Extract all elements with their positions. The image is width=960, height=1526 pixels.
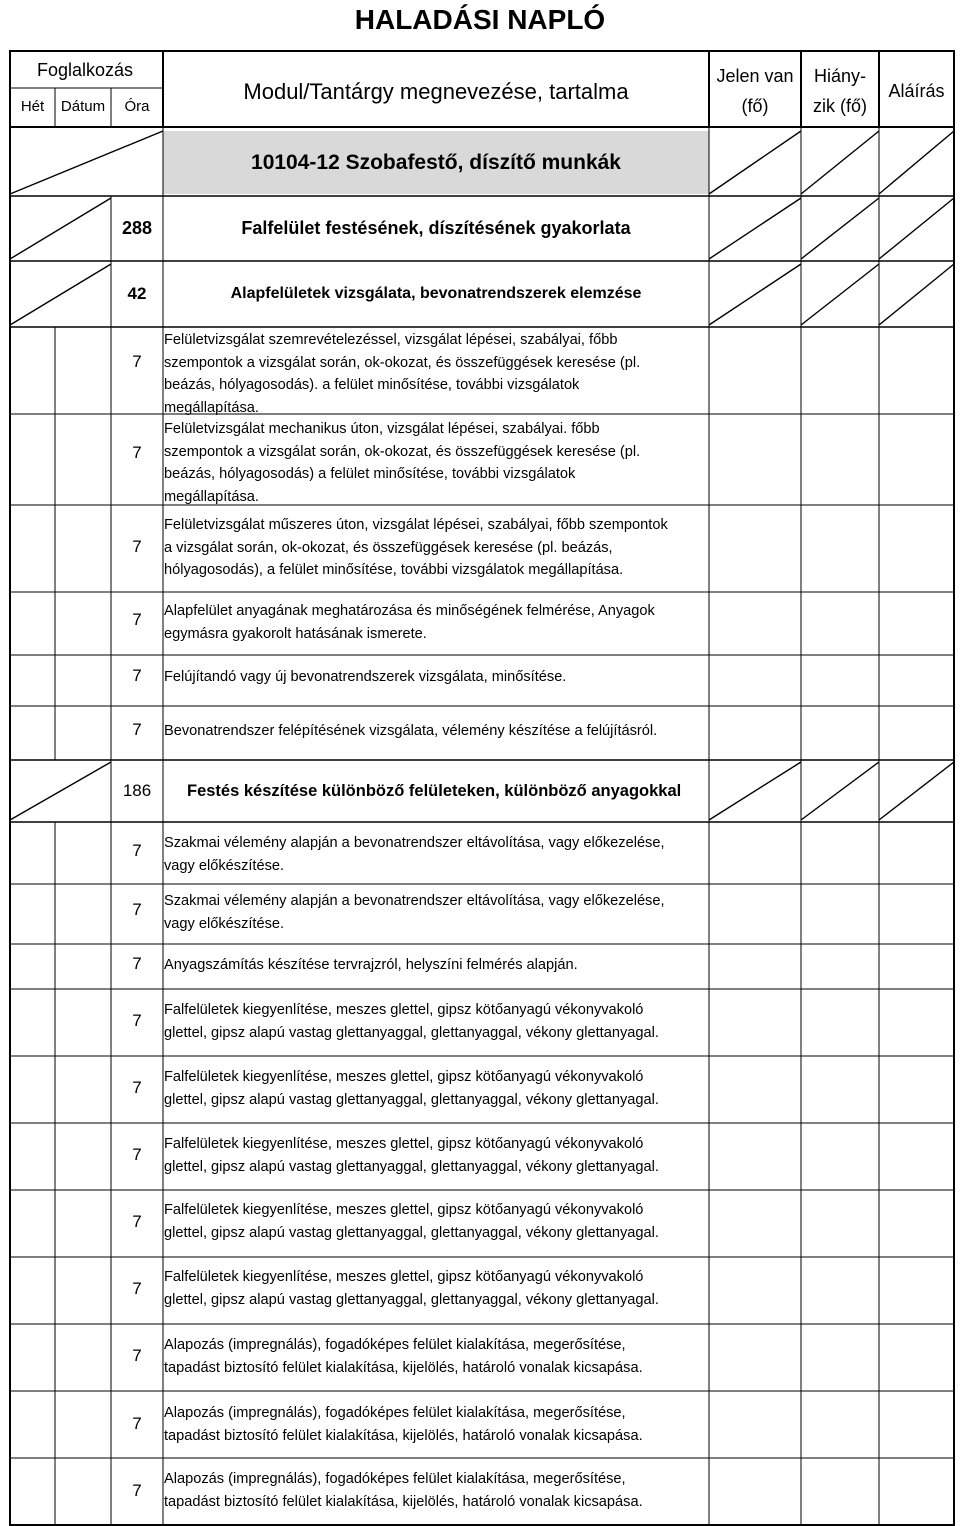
topic2-hours: 186 [122,781,152,800]
desc-line: beázás, hólyagosodás) a felület minősítése, további vizsgálatok [164,466,576,482]
row-hours: 7 [132,1078,142,1097]
row-hours: 7 [132,610,142,629]
row-hours: 7 [132,954,142,973]
topic1-title: Alapfelületek vizsgálata, bevonatrendszerek elemzése [230,285,642,302]
desc-line: beázás, hólyagosodás). a felület minősítése, további vizsgálatok [164,377,580,393]
row-hours: 7 [132,537,142,556]
desc-line: megállapítása. [164,399,259,416]
row-description [164,1468,709,1513]
row-description [164,954,709,977]
desc-line: Felületvizsgálat szemrevételezéssel, vizsgálat lépései, szabályai, főbb [164,332,618,348]
row-description [164,999,709,1044]
desc-line: Bevonatrendszer felépítésének vizsgálata, vélemény készítése a felújításról. [164,723,658,739]
desc-line: hólyagosodás), a felület minősítése, további vizsgálatok megállapítása. [164,562,624,578]
row-hours: 7 [132,1145,142,1164]
desc-line: glettel, gipsz alapú vastag glettanyaggal, glettanyaggal, vékony glettanyagal. [164,1158,659,1175]
row-description [164,832,709,877]
row-description [164,1402,709,1447]
desc-line: tapadást biztosító felület kialakítása, kijelölés, határoló vonalak kicsapása. [164,1493,643,1510]
desc-line: Falfelületek kiegyenlítése, meszes glettel, gipsz kötőanyagú vékonyvakoló [164,1136,644,1152]
row-description [164,1133,709,1178]
header-ora: Óra [124,98,150,115]
row-description [164,1266,709,1311]
header-foglalkozas: Foglalkozás [36,60,134,80]
desc-line: Felületvizsgálat mechanikus úton, vizsgálat lépései, szabályai. főbb [164,421,600,437]
row-description [164,720,709,743]
row-description [164,600,709,645]
row-hours: 7 [132,1481,142,1500]
desc-line: Falfelületek kiegyenlítése, meszes glettel, gipsz kötőanyagú vékonyvakoló [164,1269,644,1285]
row-hours: 7 [132,841,142,860]
header-hiany-line1: Hiány- [813,66,866,86]
row-description [164,666,709,689]
row-hours: 7 [132,352,142,371]
header-jelen-line1: Jelen van [716,66,794,86]
topic1-hours: 42 [127,284,147,303]
desc-line: tapadást biztosító felület kialakítása, kijelölés, határoló vonalak kicsapása. [164,1359,643,1376]
desc-line: Felújítandó vagy új bevonatrendszerek vizsgálata, minősítése. [164,669,567,685]
desc-line: vagy előkészítése. [164,915,285,932]
row-description [164,1334,709,1379]
subject-title: Falfelület festésének, díszítésének gyakorlata [241,218,631,238]
desc-line: szempontok a vizsgálat során, ok-okozat, és összefüggések keresése (pl. [164,354,641,371]
row-hours: 7 [132,1212,142,1231]
row-hours: 7 [132,720,142,739]
header-alairas: Aláírás [888,81,945,101]
row-hours: 7 [132,900,142,919]
header-modul: Modul/Tantárgy megnevezése, tartalma [243,79,629,104]
row-description [164,1066,709,1111]
desc-line: Felületvizsgálat műszeres úton, vizsgálat lépései, szabályai, főbb szempontok [164,517,668,533]
header-het: Hét [20,98,45,115]
topic2-title: Festés készítése különböző felületeken, különböző anyagokkal [187,782,682,800]
row-hours: 7 [132,1414,142,1433]
header-datum: Dátum [60,98,106,115]
row-hours: 7 [132,666,142,685]
row-description [164,329,709,419]
header-jelen-line2: (fő) [741,96,769,116]
desc-line: glettel, gipsz alapú vastag glettanyaggal, glettanyaggal, vékony glettanyagal. [164,1291,659,1308]
desc-line: Alapozás (impregnálás), fogadóképes felület kialakítása, megerősítése, [164,1471,626,1487]
row-description [164,890,709,935]
desc-line: Falfelületek kiegyenlítése, meszes glettel, gipsz kötőanyagú vékonyvakoló [164,1202,644,1218]
subject-hours: 288 [121,218,153,238]
desc-line: Falfelületek kiegyenlítése, meszes glettel, gipsz kötőanyagú vékonyvakoló [164,1069,644,1085]
desc-line: Alapozás (impregnálás), fogadóképes felület kialakítása, megerősítése, [164,1405,626,1421]
desc-line: egymásra gyakorolt hatásának ismerete. [164,625,427,642]
desc-line: Szakmai vélemény alapján a bevonatrendszer eltávolítása, vagy előkezelése, [164,893,665,909]
desc-line: megállapítása. [164,488,259,505]
desc-line: Szakmai vélemény alapján a bevonatrendszer eltávolítása, vagy előkezelése, [164,835,665,851]
desc-line: glettel, gipsz alapú vastag glettanyaggal, glettanyaggal, vékony glettanyagal. [164,1024,659,1041]
desc-line: a vizsgálat során, ok-okozat, és összefüggések keresése (pl. beázás, [164,539,613,556]
row-description [164,514,709,582]
desc-line: Alapozás (impregnálás), fogadóképes felület kialakítása, megerősítése, [164,1337,626,1353]
desc-line: vagy előkészítése. [164,857,285,874]
row-hours: 7 [132,1346,142,1365]
desc-line: Alapfelület anyagának meghatározása és minőségének felmérése, Anyagok [164,603,655,619]
desc-line: tapadást biztosító felület kialakítása, kijelölés, határoló vonalak kicsapása. [164,1427,643,1444]
row-description [164,1199,709,1244]
page-title: HALADÁSI NAPLÓ [354,4,606,35]
row-description [164,418,709,508]
header-hiany-line2: zik (fő) [813,96,867,116]
row-hours: 7 [132,443,142,462]
desc-line: Falfelületek kiegyenlítése, meszes glettel, gipsz kötőanyagú vékonyvakoló [164,1002,644,1018]
module-title: 10104-12 Szobafestő, díszítő munkák [251,151,621,174]
desc-line: glettel, gipsz alapú vastag glettanyaggal, glettanyaggal, vékony glettanyagal. [164,1224,659,1241]
row-hours: 7 [132,1279,142,1298]
desc-line: Anyagszámítás készítése tervrajzról, helyszíni felmérés alapján. [164,957,578,973]
row-hours: 7 [132,1011,142,1030]
desc-line: szempontok a vizsgálat során, ok-okozat, és összefüggések keresése (pl. [164,443,641,460]
desc-line: glettel, gipsz alapú vastag glettanyaggal, glettanyaggal, vékony glettanyagal. [164,1091,659,1108]
